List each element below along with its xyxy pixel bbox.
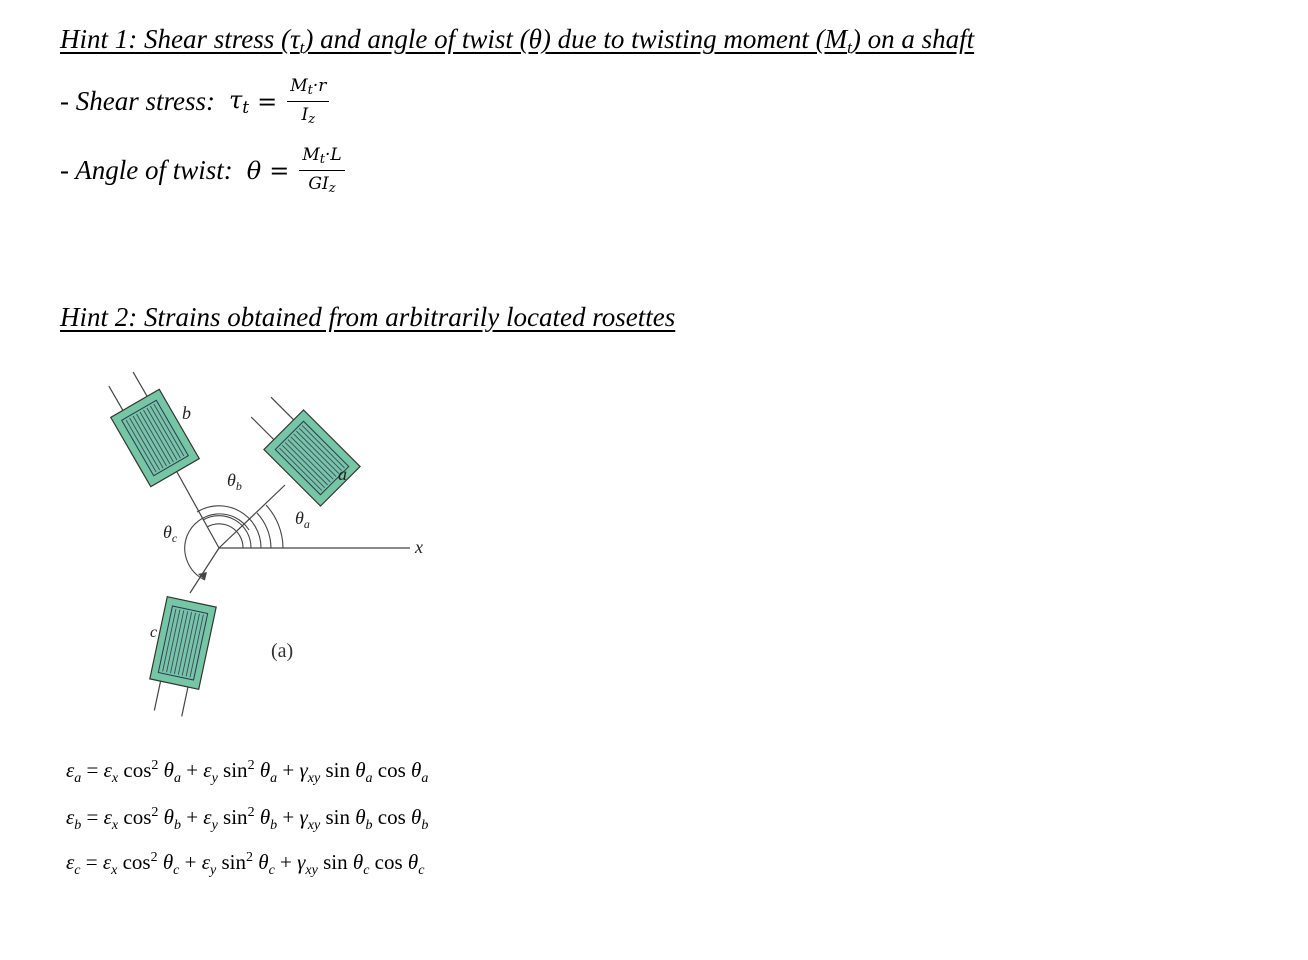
arm-b [177,472,219,548]
gauge-b [97,365,199,487]
equals-sign: = [269,156,290,185]
gauge-c-label: c [150,624,158,641]
strain-equation-b: $\varepsilon_b = \varepsilon_x$ $\cos^2 \theta_b + \varepsilon_y$ $\sin^2 \theta_b + \gamma_{xy}$ $\sin \theta_b$ $\cos \theta_b$ [66,805,429,834]
x-axis-label: x [415,537,423,557]
gauge-a [241,387,360,506]
gauge-c [144,597,217,719]
theta-a-arc-outer [266,505,283,548]
angle-of-twist-symbol: θ [246,156,262,185]
shear-stress-fraction [287,76,329,127]
gauge-a-label: a [338,464,347,484]
equals-sign: = [257,87,278,116]
angle-of-twist-label: - Angle of twist: [60,155,233,185]
angle-of-twist-fraction [299,145,344,196]
hint2-title: Hint 2: Strains obtained from arbitrarily located rosettes [60,302,676,332]
theta-c-label: $\theta_c$ [163,522,178,545]
theta-b-arc-1 [197,506,261,548]
fraction-denominator: $I_z$ [301,105,316,127]
strain-equation-c: $\varepsilon_c = \varepsilon_x$ $\cos^2 \theta_c + \varepsilon_y$ $\sin^2 \theta_c + \gamma_{xy}$ $\sin \theta_c$ $\cos \theta_c$ [66,850,425,879]
theta-a-label: $\theta_a$ [295,508,310,531]
theta-b-label: $\theta_b$ [227,470,242,493]
figure-caption: (a) [271,640,294,662]
arm-c [190,548,219,593]
strain-equation-a: $\varepsilon_a = \varepsilon_x$ $\cos^2 \theta_a + \varepsilon_y$ $\sin^2 \theta_a + \gamma_{xy}$ $\sin \theta_a$ $\cos \theta_a$ [66,758,429,787]
fraction-numerator: $M_t\cdot r$ [287,76,329,102]
theta-a-arc-inner [257,513,271,548]
fraction-numerator: $M_t\cdot L$ [299,145,344,171]
shear-stress-label: - Shear stress: [60,86,215,116]
hint1-title: Hint 1: Shear stress $(\tau_t)$ and angle of twist (θ) due to twisting moment $(M_t)$ on a shaft [60,24,975,57]
fraction-denominator: $GI_z$ [308,174,336,196]
rosette-figure [95,360,455,720]
shear-stress-symbol: $\tau_t$ [229,85,250,118]
gauge-b-label: b [182,403,191,423]
angle-of-twist-formula [60,145,345,196]
shear-stress-formula [60,76,329,127]
